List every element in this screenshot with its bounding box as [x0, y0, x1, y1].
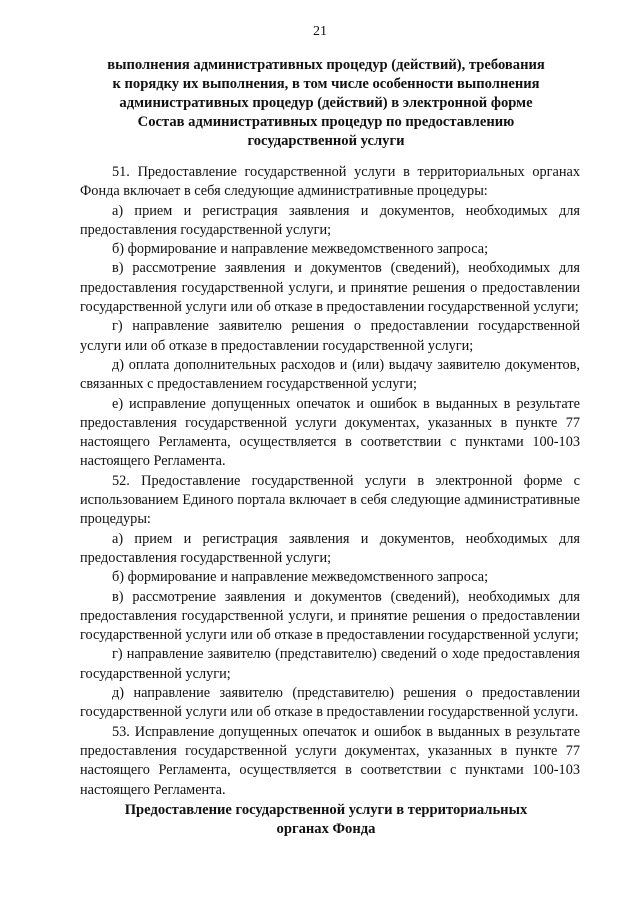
heading-line: административных процедур (действий) в электронной форме	[119, 95, 533, 111]
paragraph-52: 52. Предоставление государственной услуги в электронной форме с использованием Единого портала включает в себя следующие административные процедуры:	[80, 472, 580, 528]
heading-line: Состав административных процедур по предоставлению	[137, 114, 515, 130]
list-item-51-g: г) направление заявителю решения о предоставлении государственной услуги или об отказе в предоставлении государственной услуги;	[80, 318, 580, 354]
list-item-52-d: д) направление заявителю (представителю) решения о предоставлении государственной услуги или об отказе в предоставлении государственной услуги.	[80, 685, 580, 721]
list-item-52-b: б) формирование и направление межведомственного запроса;	[112, 569, 489, 586]
list-item-52-g: г) направление заявителю (представителю) сведений о ходе предоставления государственной услуги;	[80, 646, 580, 682]
list-item-52-a: а) прием и регистрация заявления и документов, необходимых для предоставления государственной услуги;	[80, 530, 580, 566]
heading-line: к порядку их выполнения, в том числе особенности выполнения	[112, 76, 540, 92]
list-item-51-b: б) формирование и направление межведомственного запроса;	[112, 241, 489, 258]
list-item-52-v: в) рассмотрение заявления и документов (сведений), необходимых для предоставления государственной услуги, и принятие решения о предоставлении государственной услуги или об отказе в предоставлении государственной услуги;	[80, 588, 580, 644]
heading-line: Предоставление государственной услуги в территориальных	[124, 802, 528, 818]
list-item-51-e: е) исправление допущенных опечаток и ошибок в выданных в результате предоставления государственной услуги документах, указанных в пункте 77 настоящего Регламента, осуществляется в соответствии с пунктами 100-103 настоящего Регламента.	[80, 395, 580, 470]
heading-line: органах Фонда	[276, 821, 376, 837]
body-text	[80, 163, 580, 800]
heading-line: государственной услуги	[247, 133, 405, 149]
section-heading	[88, 56, 564, 151]
subsection-heading	[88, 801, 564, 839]
list-item-51-d: д) оплата дополнительных расходов и (или) выдачу заявителю документов, связанных с предоставлением государственной услуги;	[80, 356, 580, 393]
list-item-51-v: в) рассмотрение заявления и документов (сведений), необходимых для предоставления государственной услуги, и принятие решения о предоставлении государственной услуги или об отказе в предоставлении государственной услуги;	[80, 260, 580, 316]
list-item-51-a: а) прием и регистрация заявления и документов, необходимых для предоставления государственной услуги;	[80, 202, 580, 238]
paragraph-53: 53. Исправление допущенных опечаток и ошибок в выданных в результате предоставления государственной услуги документах, указанных в пункте 77 настоящего Регламента, осуществляется в соответствии с пунктами 100-103 настоящего Регламента.	[80, 723, 580, 798]
page-number: 21	[313, 24, 327, 39]
heading-line: выполнения административных процедур (действий), требования	[107, 57, 545, 73]
paragraph-51: 51. Предоставление государственной услуги в территориальных органах Фонда включает в себя следующие административные процедуры:	[80, 164, 580, 200]
